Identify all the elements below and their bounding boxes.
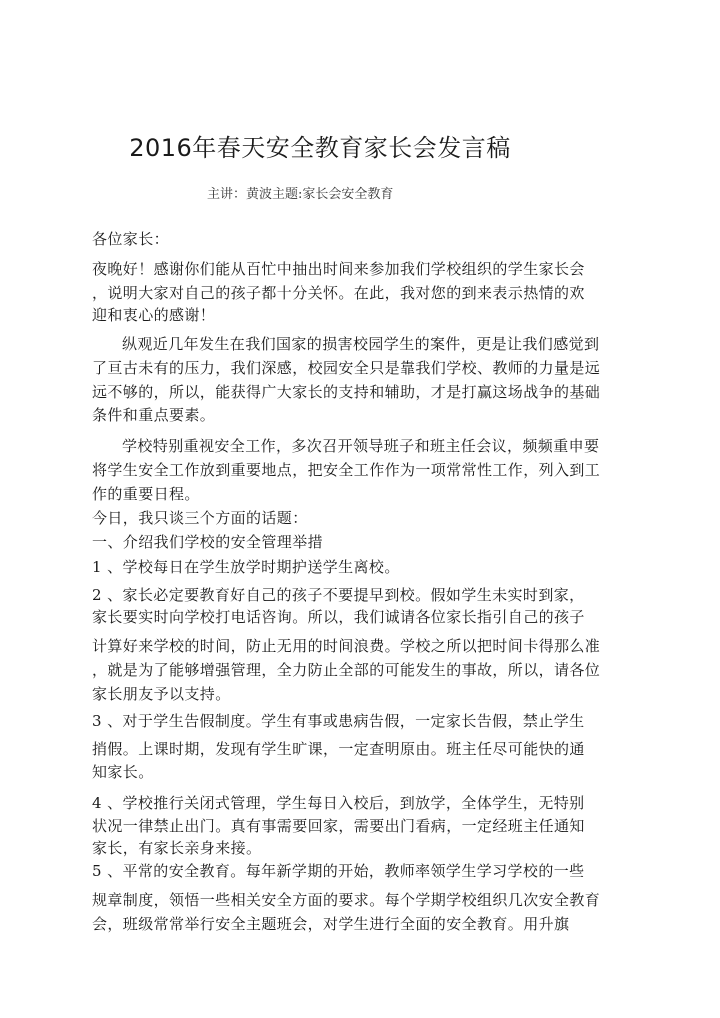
text-line: 家长要实时向学校打电话咨询。所以，我们诚请各位家长指引自己的孩子: [92, 608, 585, 626]
text-line: 远不够的，所以，能获得广大家长的支持和辅助，才是打赢这场战争的基础: [92, 383, 601, 401]
section-heading: 一、介绍我们学校的安全管理举措: [92, 533, 324, 551]
text-line: 夜晚好！感谢你们能从百忙中抽出时间来参加我们学校组织的学生家长会: [92, 260, 585, 278]
text-line: 了亘古未有的压力，我们深感，校园安全只是靠我们学校、教师的力量是远: [92, 359, 601, 377]
text-line: 家长朋友予以支持。: [92, 685, 231, 703]
text-line: 将学生安全工作放到重要地点，把安全工作作为一项常常性工作，列入到工: [92, 461, 601, 479]
text-line: 今日，我只谈三个方面的话题：: [92, 509, 308, 527]
text-line: 计算好来学校的时间，防止无用的时间浪费。学校之所以把时间卡得那么准: [92, 637, 601, 655]
list-item: 2 、家长必定要教育好自己的孩子不要提早到校。假如学生未实时到家，: [92, 586, 585, 604]
text-line: 状况一律禁止出门。真有事需要回家，需要出门看病，一定经班主任通知: [92, 817, 585, 835]
list-item: 3 、对于学生告假制度。学生有事或患病告假，一定家长告假，禁止学生: [92, 712, 585, 730]
document-title: 2016年春天安全教育家长会发言稿: [129, 134, 511, 162]
text-line: 会，班级常常举行安全主题班会，对学生进行全面的安全教育。用升旗: [92, 915, 570, 933]
list-item: 1 、学校每日在学生放学时期护送学生离校。: [92, 558, 400, 576]
list-item: 5 、平常的安全教育。每年新学期的开始，教师率领学生学习学校的一些: [92, 862, 585, 880]
text-line: 纵观近几年发生在我们国家的损害校园学生的案件，更是让我们感觉到: [122, 335, 600, 353]
text-line: 捎假。上课时期，发现有学生旷课，一定查明原由。班主任尽可能快的通: [92, 740, 585, 758]
text-line: 规章制度，领悟一些相关安全方面的要求。每个学期学校组织几次安全教育: [92, 891, 601, 909]
document-subtitle: 主讲：黄波主题:家长会安全教育: [207, 187, 394, 202]
text-line: 学校特别重视安全工作，多次召开领导班子和班主任会议，频频重申要: [122, 437, 600, 455]
text-line: 条件和重点要素。: [92, 406, 216, 424]
text-line: 迎和衷心的感谢！: [92, 306, 216, 324]
text-line: 作的重要日程。: [92, 485, 200, 503]
text-line: ，说明大家对自己的孩子都十分关怀。在此，我对您的到来表示热情的欢: [92, 284, 585, 302]
text-line: ，就是为了能够增强管理，全力防止全部的可能发生的事故，所以，请各位: [92, 661, 601, 679]
list-item: 4 、学校推行关闭式管理，学生每日入校后，到放学，全体学生，无特别: [92, 794, 585, 812]
text-line: 知家长。: [92, 763, 154, 781]
salutation: 各位家长：: [92, 230, 170, 248]
text-line: 家长，有家长亲身来接。: [92, 839, 262, 857]
